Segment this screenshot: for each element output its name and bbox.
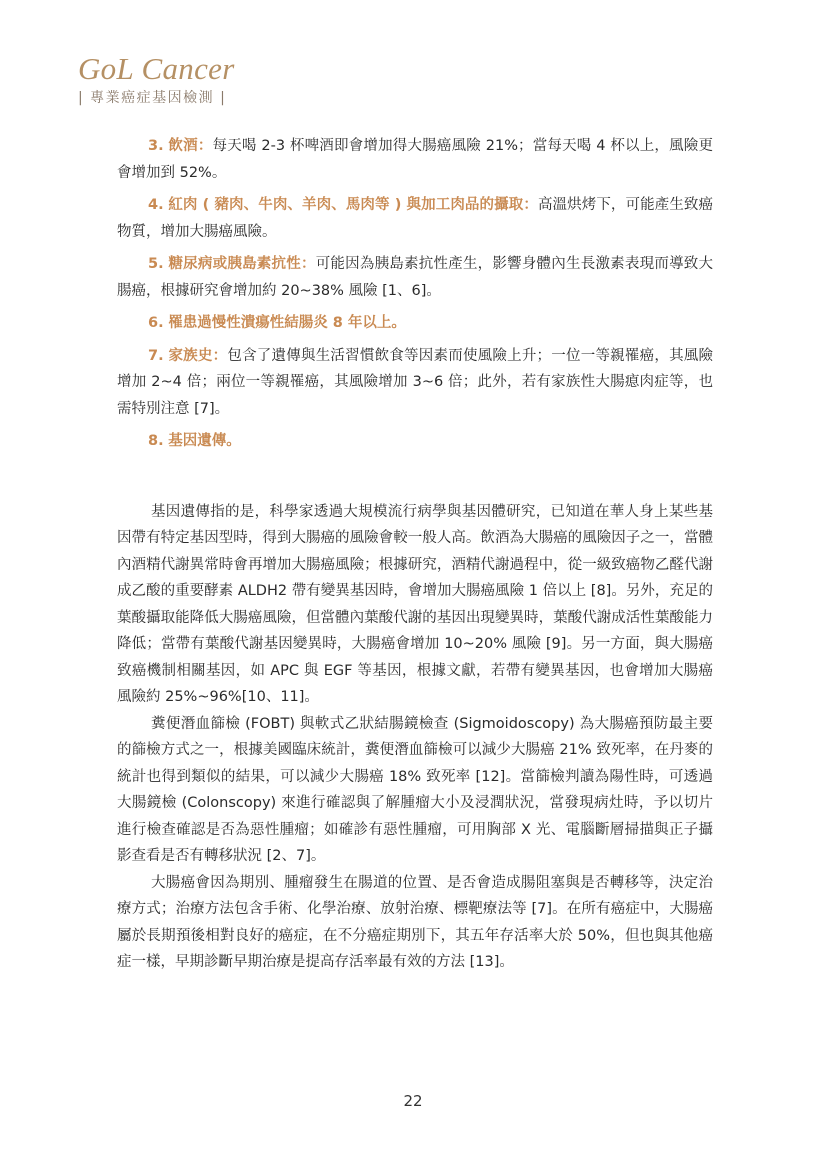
paragraph-screening: 糞便潛血篩檢 (FOBT) 與軟式乙狀結腸鏡檢查 (Sigmoidoscopy) 為大腸癌預防最主要的篩檢方式之一，根據美國臨床統計，糞便潛血篩檢可以減少大腸癌 21% 致死率，在丹麥的統計也得到類似的結果，可以減少大腸癌 18% 致死率 [12]。當篩檢判讀為陽性時，可透過大腸鏡檢 (Colonscopy) 來進行確認與了解腫瘤大小及浸潤狀況，當發現病灶時，予以切片進行檢查確認是否為惡性腫瘤；如確診有惡性腫瘤，可用胸部 X 光、電腦斷層掃描與正子攝影查看是否有轉移狀況 [2、7]。 [117,715,713,864]
risk-label: 紅肉 ( 豬肉、牛肉、羊肉、馬肉等 ) 與加工肉品的攝取： [168,197,538,213]
risk-number: 3. [148,138,164,154]
brand-title: GoL Cancer [78,51,235,86]
paragraph-treatment: 大腸癌會因為期別、腫瘤發生在腸道的位置、是否會造成腸阻塞與是否轉移等，決定治療方式；治療方法包含手術、化學治療、放射治療、標靶療法等 [7]。在所有癌症中，大腸癌屬於長期預後相對良好的癌症，在不分癌症期別下，其五年存活率大於 50%，但也與其他癌症一樣，早期診斷早期治療是提高存活率最有效的方法 [13]。 [117,874,713,970]
risk-text: 包含了遺傳與生活習慣飲食等因素而使風險上升；一位一等親罹癌，其風險增加 2~4 倍；兩位一等親罹癌，其風險增加 3~6 倍；此外，若有家族性大腸瘜肉症等，也需特別注意 [7]。 [117,347,714,417]
brand-header [78,50,235,108]
section-spacer [117,461,713,499]
risk-factor-5 [117,251,713,304]
risk-label: 罹患過慢性潰瘍性結腸炎 8 年以上。 [168,315,406,331]
risk-number: 6. [148,315,164,331]
brand-subtitle: | 專業癌症基因檢測 | [78,90,227,106]
risk-number: 8. [148,433,164,449]
risk-label: 飲酒： [168,138,213,154]
risk-number: 5. [148,256,164,272]
risk-label: 糖尿病或胰島素抗性： [168,256,316,272]
risk-factor-7 [117,343,713,423]
risk-factor-3 [117,133,713,186]
risk-factor-8 [117,428,713,455]
risk-number: 7. [148,347,164,364]
risk-text: 高溫烘烤下，可能產生致癌物質，增加大腸癌風險。 [117,197,714,240]
risk-factor-4 [117,192,713,245]
main-content [117,133,713,976]
paragraph-genetics: 基因遺傳指的是，科學家透過大規模流行病學與基因體研究，已知道在華人身上某些基因帶有特定基因型時，得到大腸癌的風險會較一般人高。飲酒為大腸癌的風險因子之一，當體內酒精代謝異常時會再增加大腸癌風險；根據研究，酒精代謝過程中，從一級致癌物乙醛代謝成乙酸的重要酵素 ALDH2 帶有變異基因時，會增加大腸癌風險 1 倍以上 [8]。另外，充足的葉酸攝取能降低大腸癌風險，但當體內葉酸代謝的基因出現變異時，葉酸代謝成活性葉酸能力降低；當帶有葉酸代謝基因變異時，大腸癌會增加 10~20% 風險 [9]。另一方面，與大腸癌致癌機制相關基因，如 APC 與 EGF 等基因，根據文獻，若帶有變異基因，也會增加大腸癌風險約 25%~96%[10、11]。 [117,503,713,705]
risk-label: 基因遺傳。 [168,433,241,449]
risk-label: 家族史： [168,347,228,364]
risk-factor-6 [117,310,713,337]
risk-text: 每天喝 2-3 杯啤酒即會增加得大腸癌風險 21%；當每天喝 4 杯以上，風險更會增加到 52%。 [117,138,714,181]
risk-text: 可能因為胰島素抗性產生，影響身體內生長激素表現而導致大腸癌，根據研究會增加約 20~38% 風險 [1、6]。 [117,256,714,299]
page-number: 22 [403,1092,423,1110]
risk-number: 4. [148,197,164,213]
